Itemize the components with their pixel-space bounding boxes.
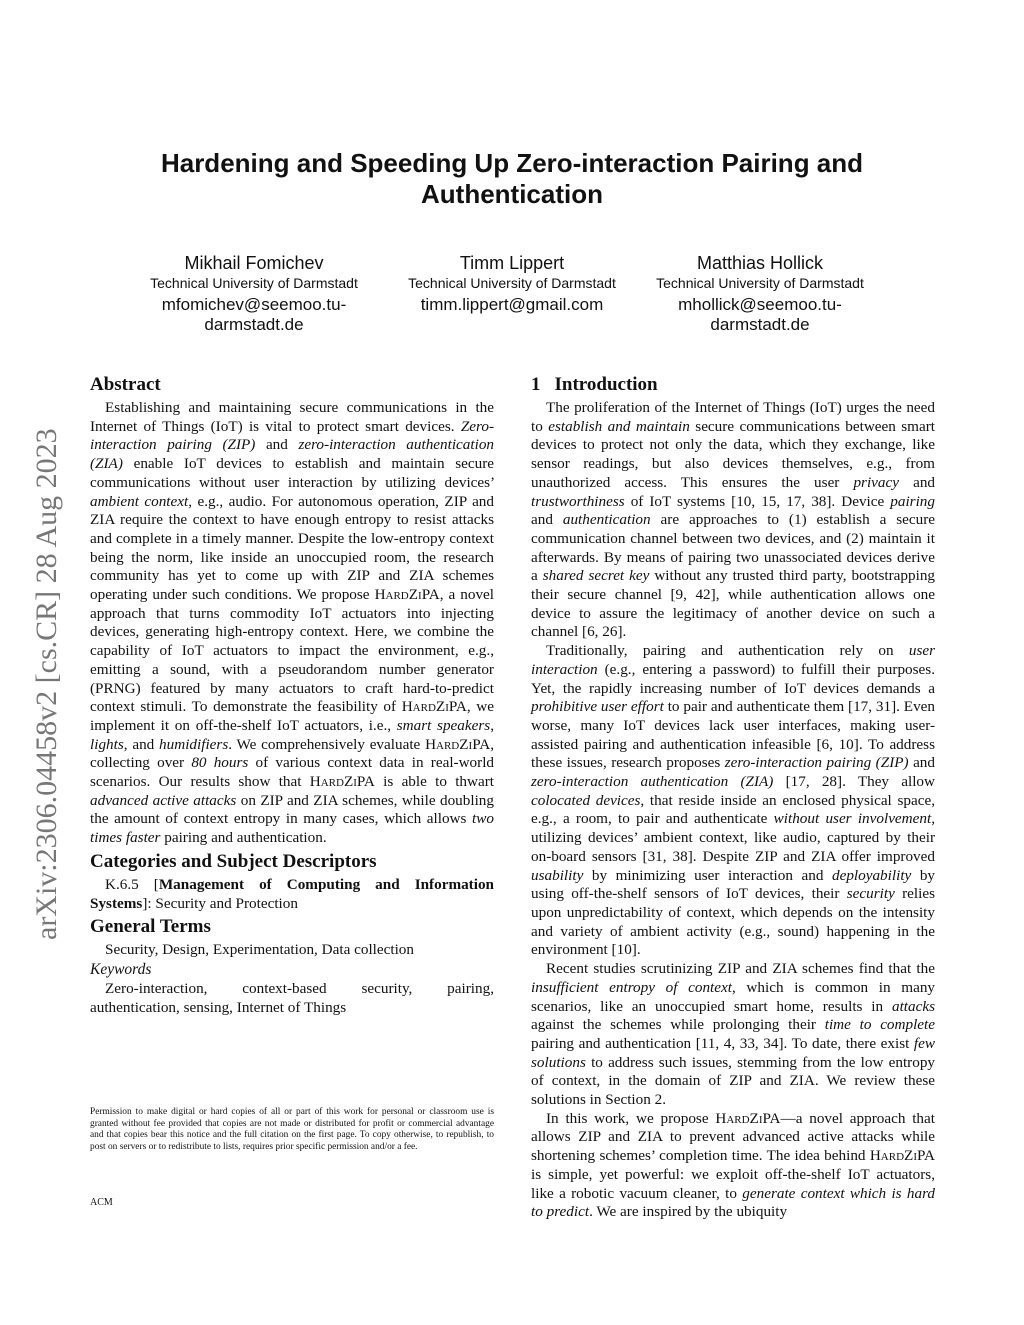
section-title: Introduction xyxy=(554,374,658,395)
abstract-paragraph: Establishing and maintaining secure communications in the Internet of Things (IoT) is vital to protect smart devices. Zero-interaction pairing (ZIP) and zero-interaction authentication (ZIA) enable IoT devices to establish and maintain secure communications without user interaction by utilizing devices’ ambient context, e.g., audio. For autonomous operation, ZIP and ZIA require the context to have enough entropy to resist attacks and complete in a timely manner. Despite the low-entropy context being the norm, like inside an unoccupied room, the research community has yet to come up with ZIP and ZIA schemes operating under such conditions. We propose HardZiPA, a novel approach that turns commodity IoT actuators into injecting devices, generating high-entropy context. Here, we combine the capability of IoT actuators to impact the environment, e.g., emitting a sound, with a pseudorandom number generator (PRNG) featured by many actuators to craft hard-to-predict context stimuli. To demonstrate the feasibility of HardZiPA, we implement it on off-the-shelf IoT actuators, i.e., smart speakers, lights, and humidifiers. We comprehensively evaluate HardZiPA, collecting over 80 hours of various context data in real-world scenarios. Our results show that HardZiPA is able to thwart advanced active attacks on ZIP and ZIA schemes, while doubling the amount of context entropy in many cases, which allows two times faster pairing and authentication. xyxy=(90,399,495,847)
categories-heading: Categories and Subject Descriptors xyxy=(90,850,377,872)
permission-notice: Permission to make digital or hard copies of all or part of this work for personal or classroom use is granted without fee provided that copies are not made or distributed for profit or commercial advantage and that copies bear this notice and the full citation on the first page. To copy otherwise, to republish, to post on servers or to redistribute to lists, requires prior specific permission and/or a fee. xyxy=(90,1107,494,1152)
right-column xyxy=(531,373,935,1222)
general-terms-heading: General Terms xyxy=(90,916,211,938)
paper-title: Hardening and Speeding Up Zero-interaction Pairing and Authentication xyxy=(160,148,864,209)
intro-paragraph: The proliferation of the Internet of Things (IoT) urges the need to establish and maintain secure communications between smart devices to protect not only the data, which they exchange, like sensor readings, but also devices themselves, e.g., from unauthorized access. This ensures the user privacy and trustworthiness of IoT systems [10, 15, 17, 38]. Device pairing and authentication are approaches to (1) establish a secure communication channel between two devices, and (2) maintain it afterwards. By means of pairing two unassociated devices derive a shared secret key without any trusted third party, bootstrapping their secure channel [9, 42], while authentication allows one device to assure the legitimacy of another device on such a channel [6, 26]. xyxy=(531,399,936,641)
author-name: Timm Lippert xyxy=(459,253,565,273)
section-number: 1 xyxy=(531,374,541,395)
general-terms-text: Security, Design, Experimentation, Data collection xyxy=(105,941,414,959)
author-block xyxy=(134,253,374,335)
keywords-text: Zero-interaction, context-based security, pairing, authentication, sensing, Internet of Things xyxy=(90,979,494,1016)
author-affiliation: Technical University of Darmstadt xyxy=(656,275,864,291)
author-name: Mikhail Fomichev xyxy=(184,253,324,273)
intro-paragraph: In this work, we propose HardZiPA—a novel approach that allows ZIP and ZIA to prevent advanced active attacks while shortening schemes’ completion time. The idea behind HardZiPA is simple, yet powerful: we exploit off-the-shelf IoT actuators, like a robotic vacuum cleaner, to generate context which is hard to predict. We are inspired by the ubiquity xyxy=(531,1109,936,1221)
acm-label: ACM xyxy=(90,1197,113,1208)
author-affiliation: Technical University of Darmstadt xyxy=(408,275,616,291)
author-email: timm.lippert@gmail.com xyxy=(420,295,604,314)
introduction-heading xyxy=(531,373,935,397)
author-email: mfomichev@seemoo.tu-darmstadt.de xyxy=(161,295,347,334)
arxiv-identifier: arXiv:2306.04458v2 [cs.CR] 28 Aug 2023 xyxy=(30,428,63,940)
author-affiliation: Technical University of Darmstadt xyxy=(150,275,358,291)
categories-text: K.6.5 [Management of Computing and Information Systems]: Security and Protection xyxy=(90,875,495,912)
author-name: Matthias Hollick xyxy=(696,253,824,273)
intro-paragraph: Traditionally, pairing and authentication rely on user interaction (e.g., entering a password) to fulfill their purposes. Yet, the rapidly increasing number of IoT devices demands a prohibitive user effort to pair and authenticate them [17, 31]. Even worse, many IoT devices lack user interfaces, making user-assisted pairing and authentication infeasible [6, 10]. To address these issues, research proposes zero-interaction pairing (ZIP) and zero-interaction authentication (ZIA) [17, 28]. They allow colocated devices, that reside inside an enclosed physical space, e.g., a room, to pair and authenticate without user involvement, utilizing devices’ ambient context, like audio, captured by their on-board sensors [31, 38]. Despite ZIP and ZIA offer improved usability by minimizing user interaction and deployability by using off-the-shelf sensors of IoT devices, their security relies upon unpredictability of context, which depends on the intensity and variety of ambient activity (e.g., sound) happening in the environment [10]. xyxy=(531,642,936,959)
author-block xyxy=(640,253,880,335)
author-email: mhollick@seemoo.tu-darmstadt.de xyxy=(678,295,842,334)
intro-paragraph: Recent studies scrutinizing ZIP and ZIA schemes find that the insufficient entropy of context, which is common in many scenarios, like an unoccupied smart home, results in attacks against the schemes while prolonging their time to complete pairing and authentication [11, 4, 33, 34]. To date, there exist few solutions to address such issues, stemming from the low entropy of context, in the domain of ZIP and ZIA. We review these solutions in Section 2. xyxy=(531,960,936,1109)
left-column xyxy=(90,373,494,1017)
author-block xyxy=(392,253,632,315)
keywords-heading: Keywords xyxy=(90,960,152,978)
abstract-heading: Abstract xyxy=(90,374,161,395)
